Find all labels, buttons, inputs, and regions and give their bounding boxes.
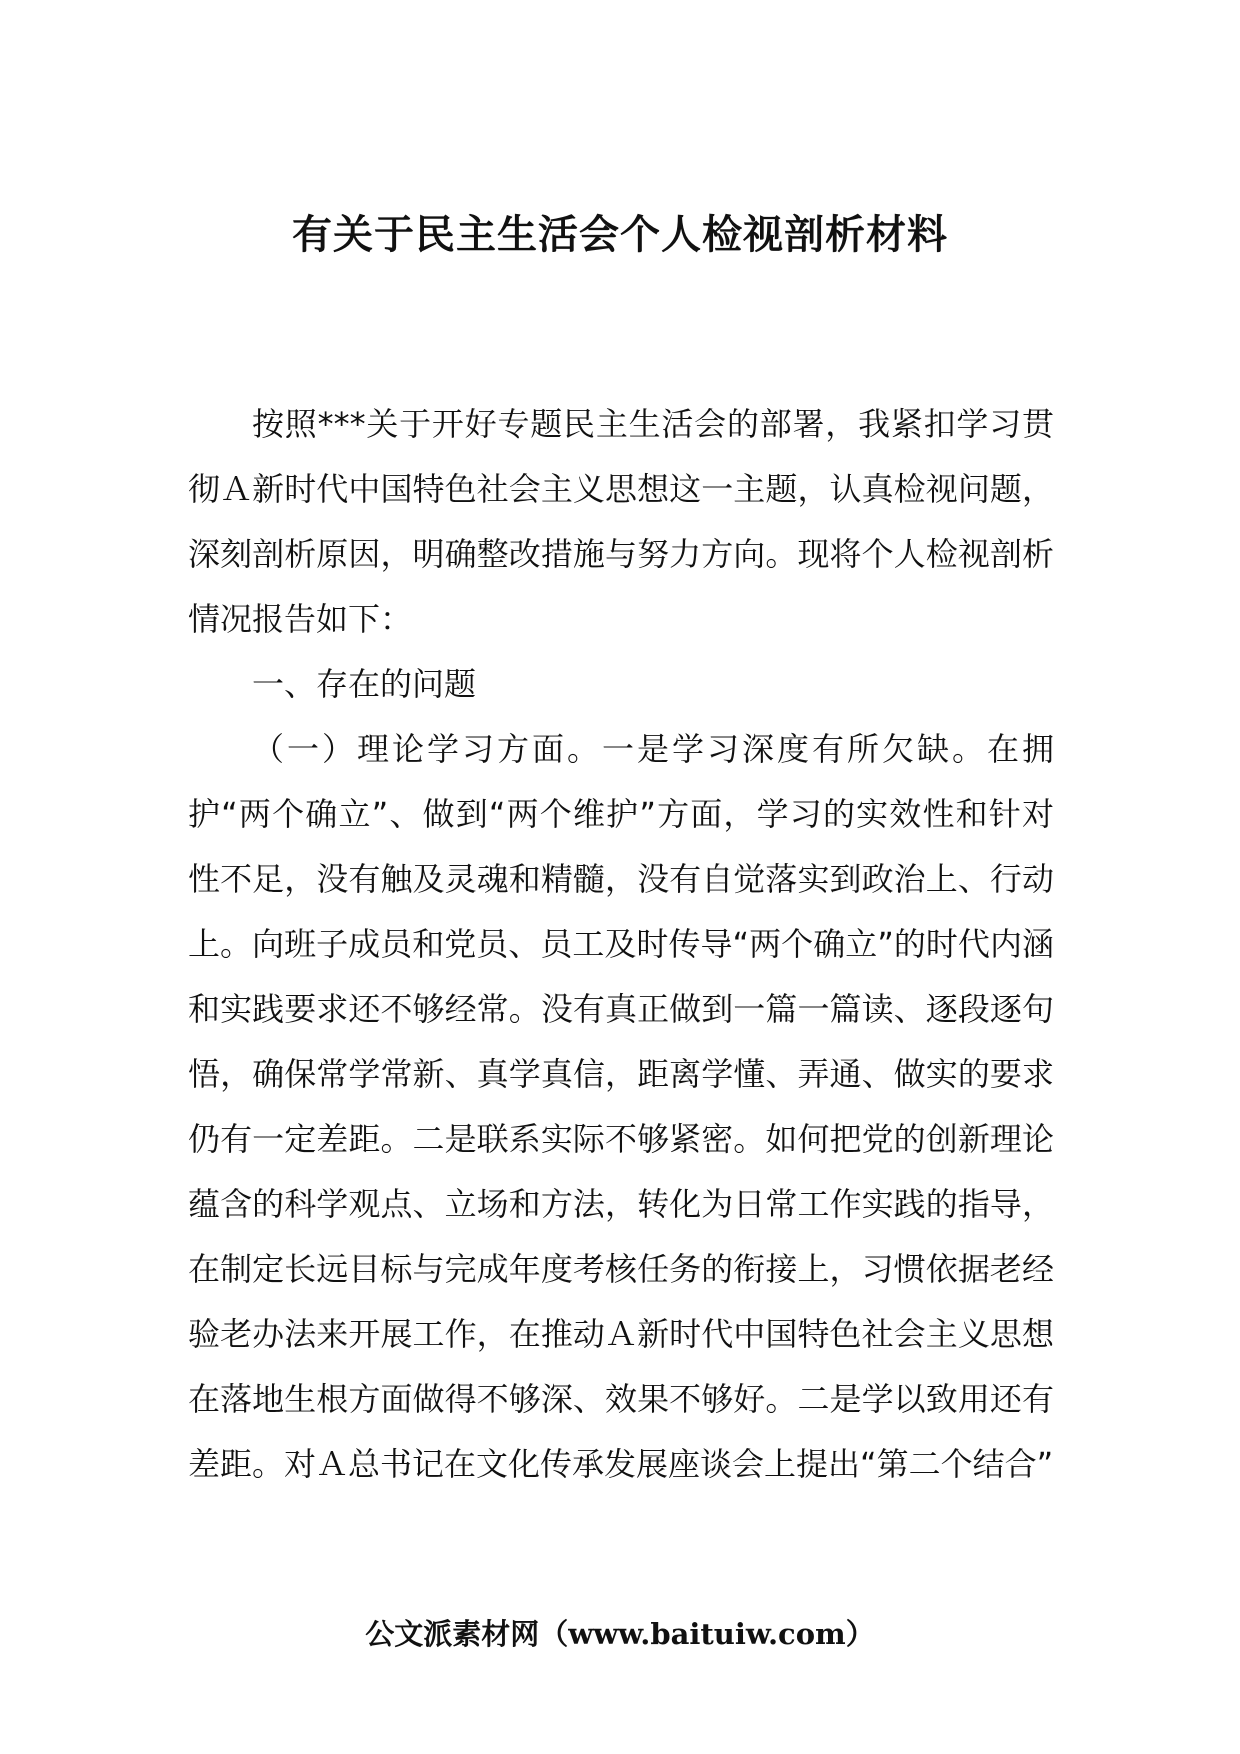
section-heading: 一、存在的问题 (252, 665, 477, 703)
paragraph-theory-study: （一）理论学习方面。一是学习深度有所欠缺。在拥护“两个确立”、做到“两个维护”方面，学习的实效性和针对性不足，没有触及灵魂和精髓，没有自觉落实到政治上、行动上。向班子成员和党员、员工及时传导“两个确立”的时代内涵和实践要求还不够经常。没有真正做到一篇一篇读、逐段逐句悟，确保常学常新、真学真信，距离学懂、弄通、做实的要求仍有一定差距。二是联系实际不够紧密。如何把党的创新理论蕴含的科学观点、立场和方法，转化为日常工作实践的指导，在制定长远目标与完成年度考核任务的衔接上，习惯依据老经验老办法来开展工作，在推动Ａ新时代中国特色社会主义思想在落地生根方面做得不够深、效果不够好。二是学以致用还有差距。对Ａ总书记在文化传承发展座谈会上提出“第二个结合” (188, 730, 1054, 1483)
footer-source: 公文派素材网（www.baituiw.com） (365, 1617, 875, 1651)
paragraph-intro: 按照***关于开好专题民主生活会的部署，我紧扣学习贯彻Ａ新时代中国特色社会主义思想这一主题，认真检视问题，深刻剖析原因，明确整改措施与努力方向。现将个人检视剖析情况报告如下： (188, 405, 1054, 638)
document-title: 有关于民主生活会个人检视剖析材料 (292, 212, 948, 258)
document-body (188, 392, 1054, 1497)
